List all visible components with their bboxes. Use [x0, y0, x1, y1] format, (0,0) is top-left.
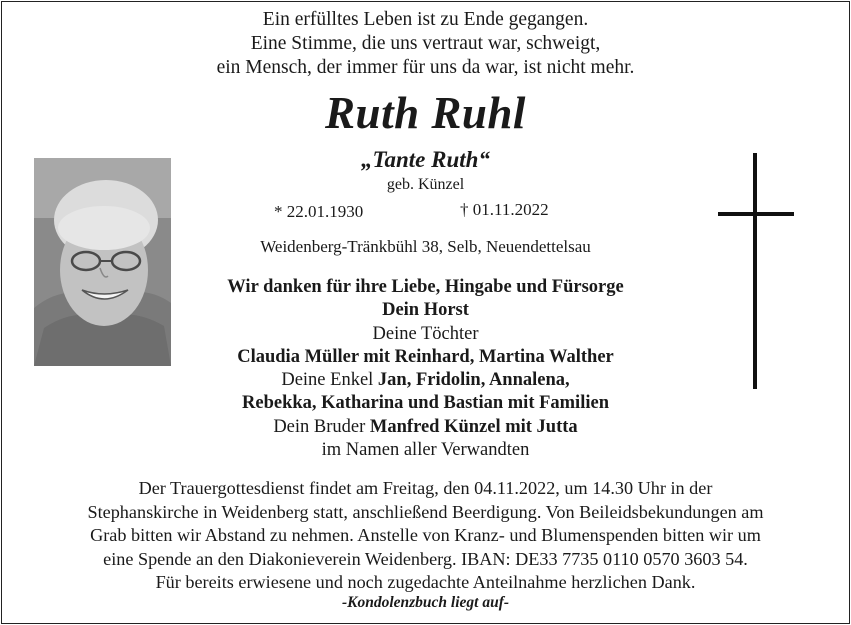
grandchildren-label: Deine Enkel [281, 370, 378, 391]
grandchildren-names-cont: Rebekka, Katharina und Bastian mit Familien [242, 393, 609, 414]
condolence-note: -Kondolenzbuch liegt auf- [341, 594, 510, 611]
daughters-label: Deine Töchter [372, 323, 479, 344]
funeral-line: Stephanskirche in Weidenberg statt, anschließend Beerdigung. Von Beileidsbekundungen am [87, 501, 764, 522]
funeral-line: eine Spende an den Diakonieverein Weidenberg. IBAN: DE33 7735 0110 0570 3603 54. [103, 548, 748, 569]
funeral-line: Der Trauergottesdienst findet am Freitag, den 04.11.2022, um 14.30 Uhr in der [138, 478, 713, 498]
intro-line: Ein erfülltes Leben ist zu Ende gegangen. [262, 9, 589, 30]
mourners-block [0, 276, 851, 462]
brother-label: Dein Bruder [273, 416, 370, 437]
birth-name: geb. Künzel [386, 176, 465, 193]
address: Weidenberg-Tränkbühl 38, Selb, Neuendettelsau [260, 237, 591, 256]
intro-line: Eine Stimme, die uns vertraut war, schweigt, [250, 33, 601, 54]
brother-line [0, 416, 851, 439]
intro-verse [0, 8, 851, 80]
funeral-line: Für bereits erwiesene und noch zugedachte Anteilnahme herzlichen Dank. [155, 572, 696, 593]
grandchildren-line [0, 369, 851, 392]
deceased-name: Ruth Ruhl [325, 88, 526, 138]
partner-name: Dein Horst [382, 300, 469, 321]
relatives-line: im Namen aller Verwandten [321, 440, 530, 461]
death-date: † 01.11.2022 [460, 200, 549, 219]
intro-line: ein Mensch, der immer für uns da war, ist nicht mehr. [216, 57, 635, 78]
grandchildren-names: Jan, Fridolin, Annalena, [377, 370, 570, 391]
daughters-names: Claudia Müller mit Reinhard, Martina Walther [237, 346, 614, 367]
funeral-line: Grab bitten wir Abstand zu nehmen. Anstelle von Kranz- und Blumenspenden bitten wir um [90, 525, 761, 546]
thanks-line: Wir danken für ihre Liebe, Hingabe und Fürsorge [227, 277, 624, 297]
brother-name: Manfred Künzel mit Jutta [369, 416, 578, 437]
deceased-nickname: „Tante Ruth“ [361, 147, 490, 172]
funeral-info [0, 477, 851, 595]
cross-icon-bar [718, 212, 794, 216]
birth-date: * 22.01.1930 [274, 202, 364, 221]
